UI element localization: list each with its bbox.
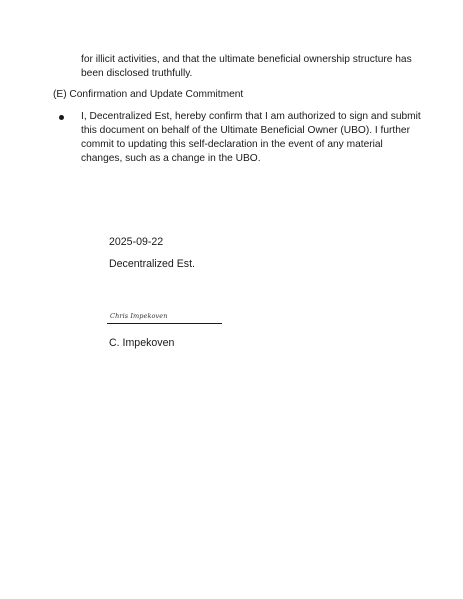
signature-line — [107, 323, 222, 324]
bullet-icon — [59, 115, 64, 120]
handwritten-signature: Chris Impekoven — [110, 312, 168, 320]
section-heading: (E) Confirmation and Update Commitment — [53, 89, 244, 100]
continuation-paragraph: for illicit activities, and that the ultimate beneficial ownership structure has been disclosed truthfully. — [81, 54, 412, 79]
signature — [107, 312, 223, 326]
company-name: Decentralized Est. — [109, 258, 195, 270]
signer-name: C. Impekoven — [109, 337, 175, 349]
confirmation-statement: I, Decentralized Est, hereby confirm that I am authorized to sign and submit this document on behalf of the Ultimate Beneficial Owner (UBO). I further commit to updating this self-declaration in the event of any material changes, such as a change in the UBO. — [81, 111, 421, 164]
signature-date: 2025-09-22 — [109, 236, 164, 248]
